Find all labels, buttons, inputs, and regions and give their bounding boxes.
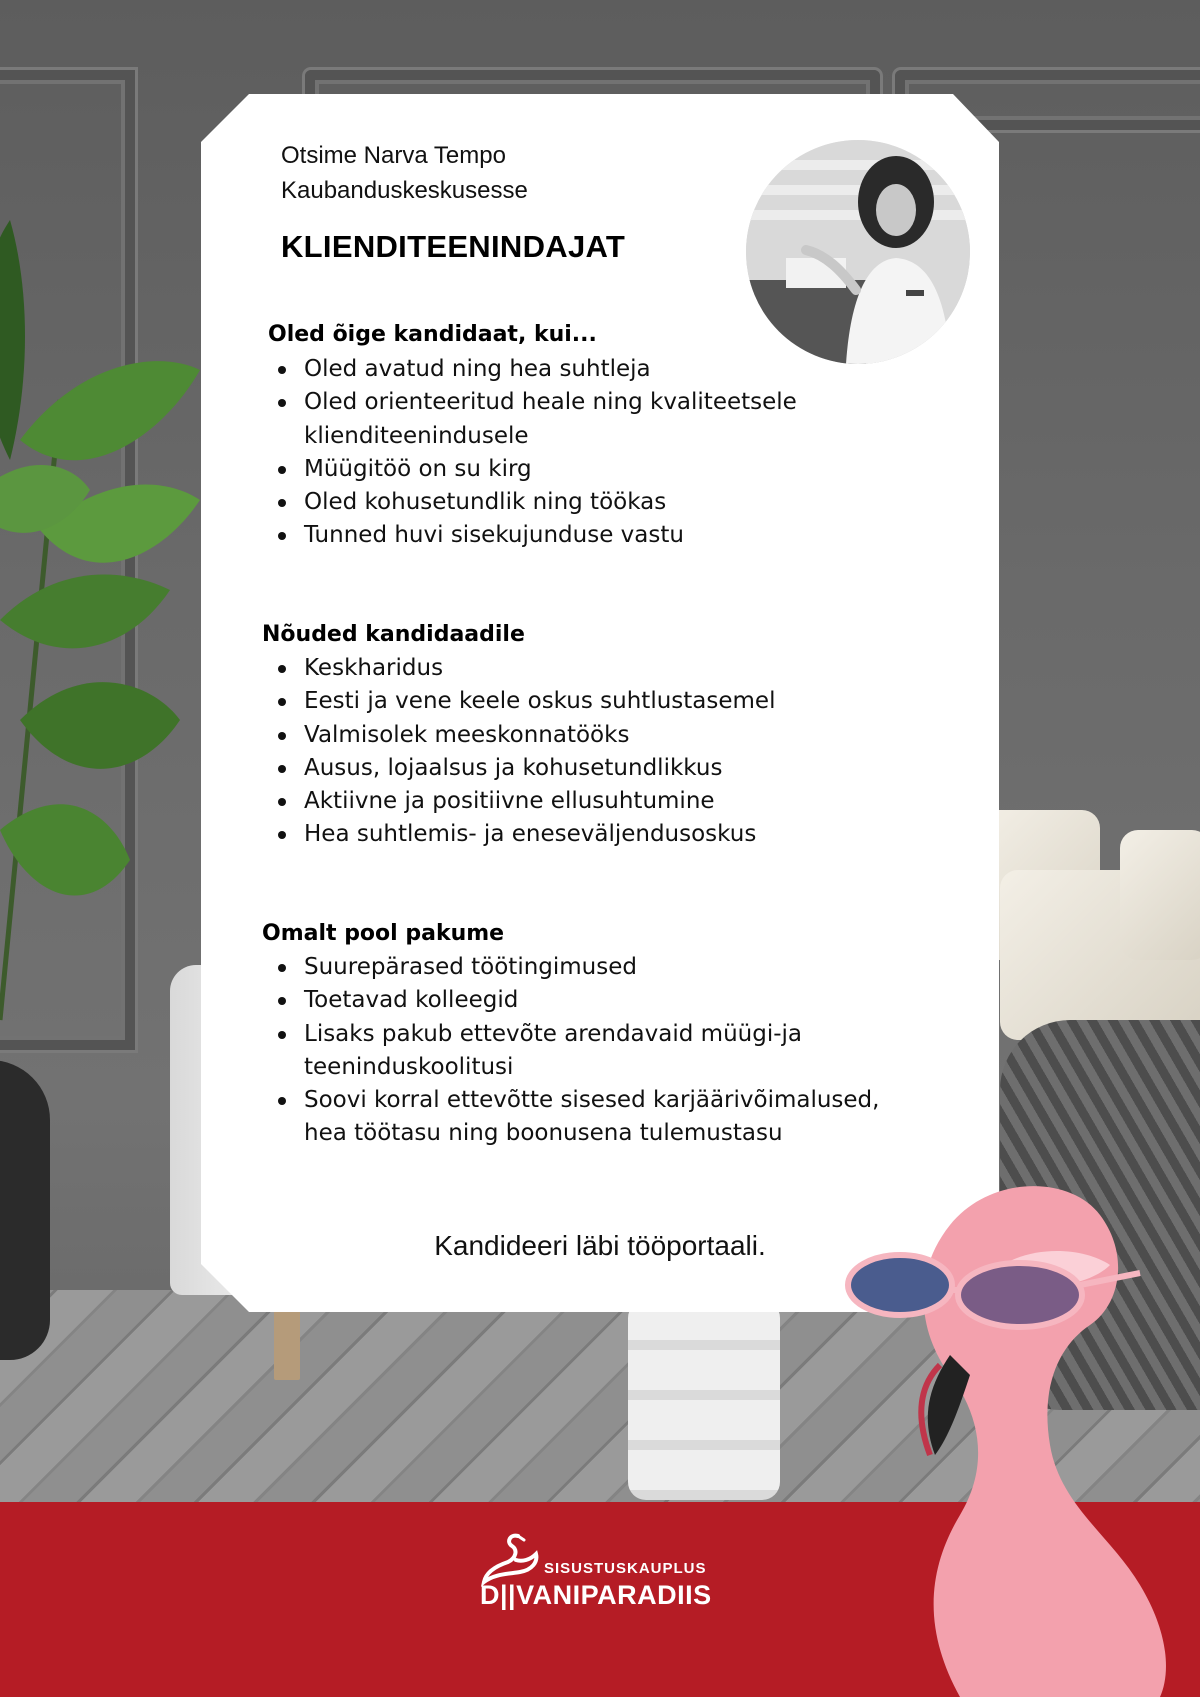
intro-line-1: Otsime Narva Tempo xyxy=(281,142,506,169)
candidate-list xyxy=(262,353,862,553)
list-item: Aktiivne ja positiivne ellusuhtumine xyxy=(262,785,902,818)
apply-call-to-action: Kandideeri läbi tööportaali. xyxy=(434,1230,766,1261)
list-item: Soovi korral ettevõtte sisesed karjäärivõimalused, hea töötasu ning boonusena tulemustasu xyxy=(262,1084,924,1151)
list-item: Müügitöö on su kirg xyxy=(262,453,862,486)
list-item: Hea suhtlemis- ja eneseväljendusoskus xyxy=(262,818,902,851)
list-item: Oled orienteeritud heale ning kvaliteetsele klienditeenindusele xyxy=(262,386,834,453)
black-vase xyxy=(0,1060,50,1360)
intro-line-2: Kaubanduskeskusesse xyxy=(281,177,528,204)
list-item: Tunned huvi sisekujunduse vastu xyxy=(262,519,862,552)
plant-illustration xyxy=(0,200,220,1040)
section-title-candidate: Oled õige kandidaat, kui... xyxy=(268,322,597,347)
pillow-side xyxy=(1120,830,1200,960)
list-item: Valmisolek meeskonnatööks xyxy=(262,719,902,752)
list-item: Suurepärased töötingimused xyxy=(262,951,902,984)
list-item: Oled kohusetundlik ning töökas xyxy=(262,486,862,519)
intro-text xyxy=(281,138,528,208)
list-item: Oled avatud ning hea suhtleja xyxy=(262,353,862,386)
list-item: Lisaks pakub ettevõte arendavaid müügi-ja teeninduskoolitusi xyxy=(262,1018,824,1085)
requirements-list xyxy=(262,652,902,852)
employee-photo xyxy=(746,140,970,364)
white-stool xyxy=(628,1300,780,1500)
job-title: KLIENDITEENINDAJAT xyxy=(281,229,626,264)
employee-photo-illustration xyxy=(746,140,970,364)
flamingo-illustration xyxy=(840,1155,1200,1697)
offer-list xyxy=(262,951,902,1151)
list-item: Keskharidus xyxy=(262,652,902,685)
list-item: Eesti ja vene keele oskus suhtlustasemel xyxy=(262,685,902,718)
section-title-requirements: Nõuded kandidaadile xyxy=(262,622,525,647)
list-item: Ausus, lojaalsus ja kohusetundlikkus xyxy=(262,752,902,785)
section-title-offer: Omalt pool pakume xyxy=(262,921,505,946)
brand-name: D||VANIPARADIIS xyxy=(480,1580,712,1610)
brand-logo xyxy=(480,1532,740,1632)
list-item: Toetavad kolleegid xyxy=(262,984,902,1017)
brand-tagline: SISUSTUSKAUPLUS xyxy=(544,1560,707,1577)
